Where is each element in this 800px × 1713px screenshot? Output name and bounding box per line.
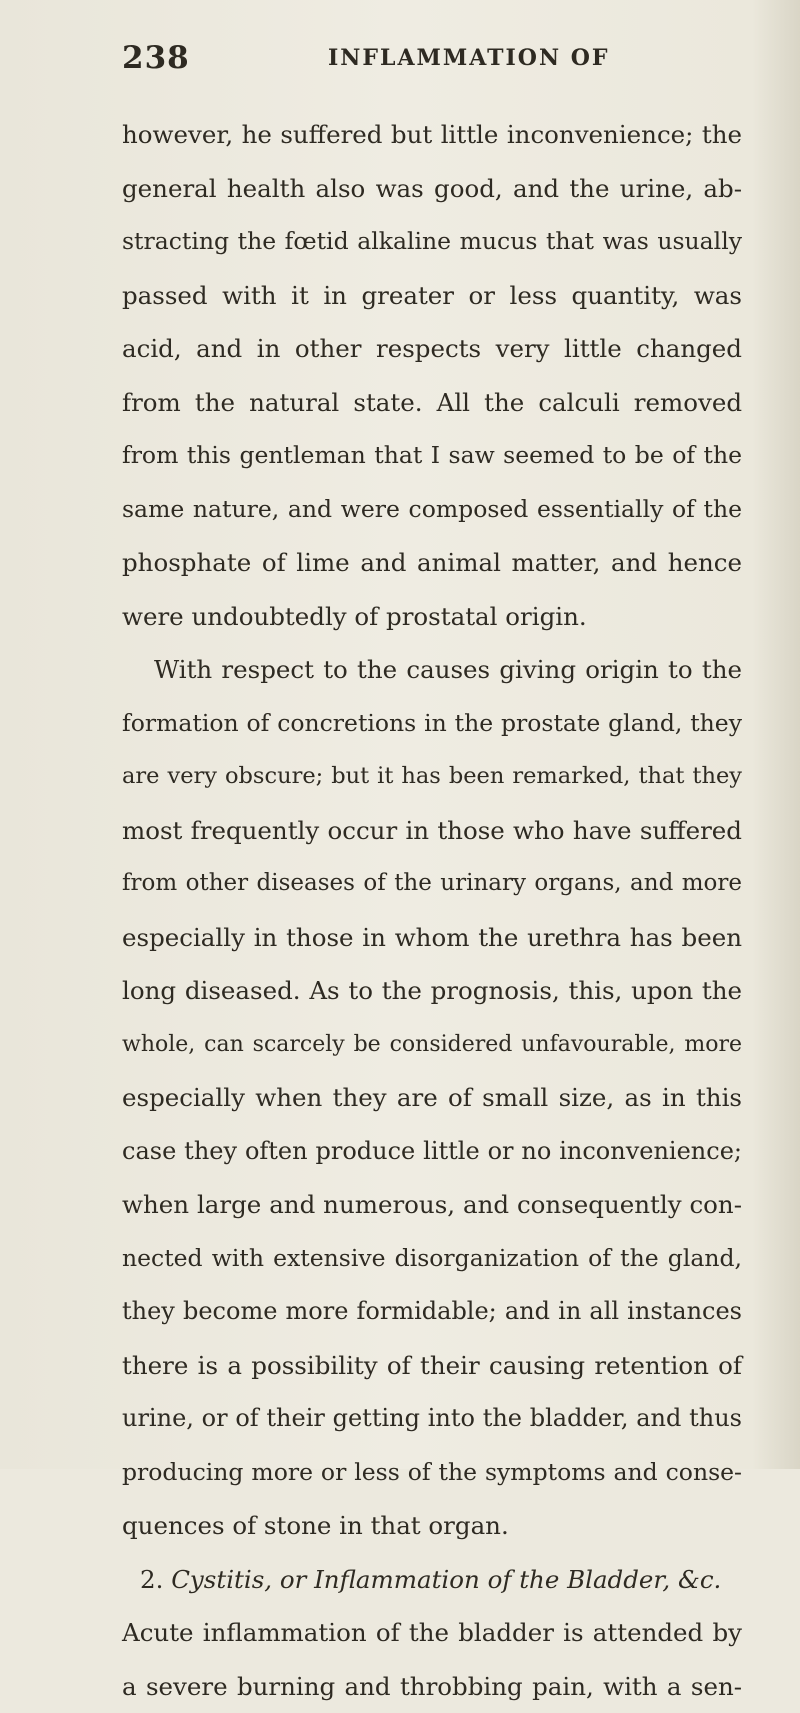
text-line: especially in those in whom the urethra has been <box>122 911 742 965</box>
text-line: acid, and in other respects very little changed <box>122 322 742 376</box>
text-line: nected with extensive disorganization of the gland, <box>122 1232 742 1286</box>
text-line: from other diseases of the urinary organs, and more <box>122 857 742 911</box>
text-line: producing more or less of the symptoms and conse- <box>122 1446 742 1500</box>
text-line: With respect to the causes giving origin to the <box>122 643 742 697</box>
running-head: INFLAMMATION OF <box>328 45 610 71</box>
text-line: there is a possibility of their causing retention of <box>122 1339 742 1393</box>
text-line: passed with it in greater or less quantity, was <box>122 269 742 323</box>
text-line: most frequently occur in those who have suffered <box>122 804 742 858</box>
text-line: especially when they are of small size, as in this <box>122 1071 742 1125</box>
text-line: case they often produce little or no inconvenience; <box>122 1125 742 1179</box>
body-text <box>122 108 742 1713</box>
text-line: formation of concretions in the prostate gland, they <box>122 697 742 751</box>
text-line: when large and numerous, and consequently con- <box>122 1178 742 1232</box>
text-line: general health also was good, and the urine, ab- <box>122 162 742 216</box>
text-line: are very obscure; but it has been remarked, that they <box>122 750 742 804</box>
text-line: from the natural state. All the calculi removed <box>122 376 742 430</box>
text-line: however, he suffered but little inconvenience; the <box>122 108 742 162</box>
text-line: a severe burning and throbbing pain, with a sen- <box>122 1660 742 1713</box>
text-line: stracting the fœtid alkaline mucus that was usually <box>122 215 742 269</box>
text-line: urine, or of their getting into the bladder, and thus <box>122 1392 742 1446</box>
section-heading <box>122 1553 742 1607</box>
page-header <box>122 40 742 84</box>
text-line: from this gentleman that I saw seemed to be of the <box>122 429 742 483</box>
page-number: 238 <box>122 40 190 76</box>
section-title: Cystitis, or Inflammation of the Bladder, &c. <box>171 1565 721 1594</box>
text-line: same nature, and were composed essentially of the <box>122 483 742 537</box>
text-line: Acute inflammation of the bladder is attended by <box>122 1606 742 1660</box>
text-line: they become more formidable; and in all instances <box>122 1285 742 1339</box>
text-line: long diseased. As to the prognosis, this, upon the <box>122 964 742 1018</box>
section-number: 2. <box>140 1565 163 1594</box>
text-line: were undoubtedly of prostatal origin. <box>122 590 742 644</box>
text-line: phosphate of lime and animal matter, and hence <box>122 536 742 590</box>
text-line: quences of stone in that organ. <box>122 1499 742 1553</box>
text-line: whole, can scarcely be considered unfavourable, more <box>122 1018 742 1072</box>
